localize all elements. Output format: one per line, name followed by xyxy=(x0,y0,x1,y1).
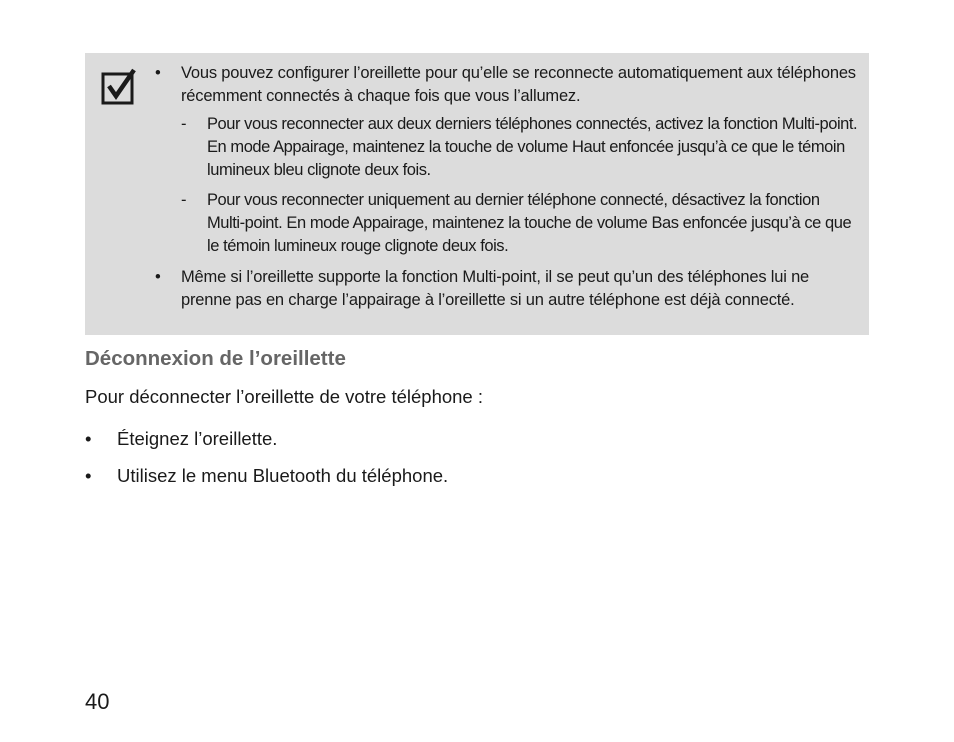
note-item xyxy=(155,266,859,312)
step-item xyxy=(85,463,448,489)
note-item xyxy=(155,62,859,258)
bullet: • xyxy=(155,64,161,82)
sub-item xyxy=(181,189,859,258)
bullet: • xyxy=(85,465,92,486)
checkbox-checked-icon xyxy=(101,67,139,105)
note-list xyxy=(155,62,859,312)
note-box xyxy=(85,53,869,335)
note-item-text: Même si l’oreillette supporte la fonction Multi-point, il se peut qu’un des téléphones lui ne prenne pas en charge l’appairage à l’oreillette si un autre téléphone est déjà connecté. xyxy=(181,268,810,309)
intro-text: Pour déconnecter l’oreillette de votre téléphone : xyxy=(85,386,484,407)
bullet: • xyxy=(155,268,161,286)
step-text: Utilisez le menu Bluetooth du téléphone. xyxy=(117,465,449,486)
dash: - xyxy=(181,115,187,133)
sub-item-text: Pour vous reconnecter aux deux derniers téléphones connectés, activez la fonction Multi-point. En mode Appairage, maintenez la touche de volume Haut enfoncée jusqu’à ce que le témoin lumineux bleu clignote deux fois. xyxy=(207,115,858,179)
step-list xyxy=(85,426,448,489)
sub-list xyxy=(181,113,859,258)
sub-item xyxy=(181,113,859,182)
section-heading: Déconnexion de l’oreillette xyxy=(85,347,346,370)
note-item-text: Vous pouvez configurer l’oreillette pour qu’elle se reconnecte automatiquement aux téléphones récemment connectés à chaque fois que vous l’allumez. xyxy=(181,64,856,105)
dash: - xyxy=(181,191,187,209)
sub-item-text: Pour vous reconnecter uniquement au dernier téléphone connecté, désactivez la fonction Multi-point. En mode Appairage, maintenez la touche de volume Bas enfoncée jusqu’à ce que le témoin lumineux rouge clignote deux fois. xyxy=(207,191,852,255)
step-text: Éteignez l’oreillette. xyxy=(117,428,278,449)
step-item xyxy=(85,426,448,452)
bullet: • xyxy=(85,428,92,449)
page-number: 40 xyxy=(85,689,110,714)
